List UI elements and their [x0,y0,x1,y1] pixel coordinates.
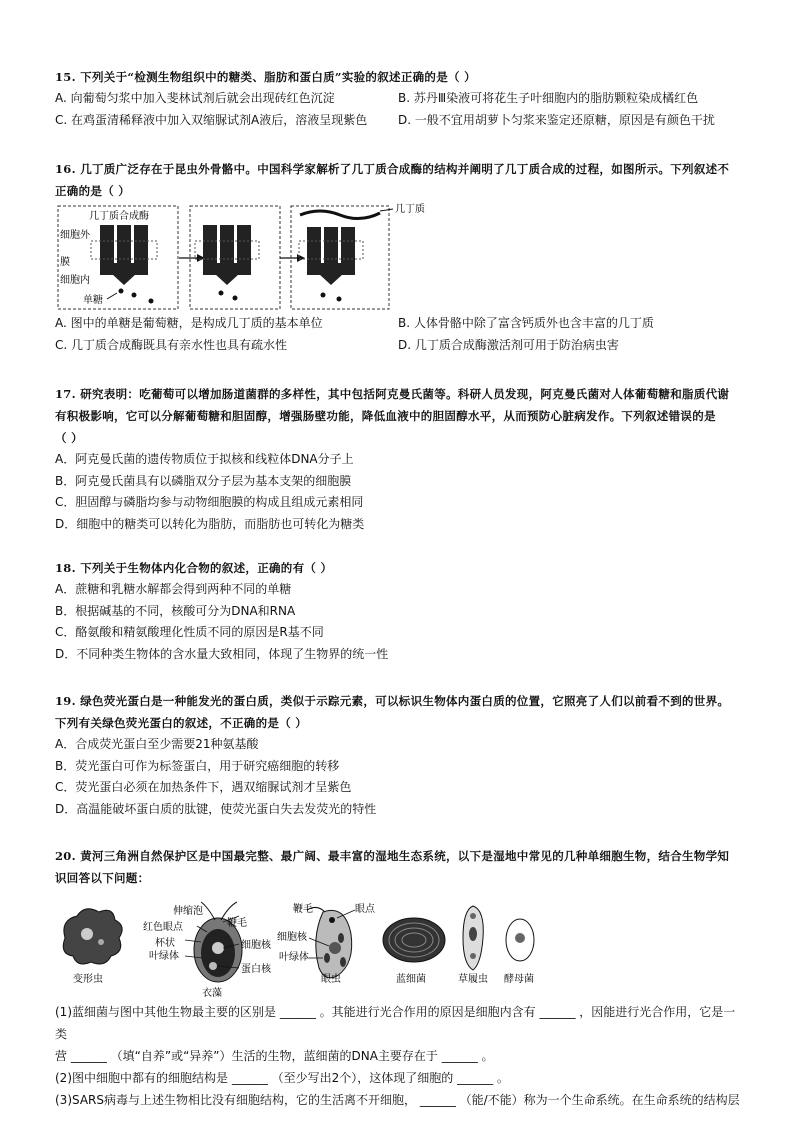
amoeba-drawing [63,909,122,964]
option-d: D. 几丁质合成酶激活剂可用于防治病虫害 [398,337,619,352]
enzyme-body-2 [195,225,259,285]
euglena-eyespot-label: 眼点 [355,904,375,915]
option-c: C．酪氨酸和精氨酸理化性质不同的原因是R基不同 [55,625,324,639]
subquestion-1-line1: (1)蓝细菌与图中其他生物最主要的区别是 ______ 。其能进行光合作用的原因是细胞内含有 ______ ，因能进行光合作用，它是一类 [55,1005,736,1041]
subquestion-1-line2: 营 ______ （填“自养”或“异养”）生活的生物，蓝细菌的DNA主要存在于 ______ 。 [55,1049,494,1063]
amoeba-label: 变形虫 [73,974,103,985]
question-18 [55,557,745,665]
question-16-stem-line2: 正确的是（ ） [55,184,131,198]
option-a: A．阿克曼氏菌的遗传物质位于拟核和线粒体DNA分子上 [55,452,354,466]
question-20-stem-line2: 识回答以下问题： [55,871,150,885]
option-a: A. 图中的单糖是葡萄糖，是构成几丁质的基本单位 [55,316,323,330]
euglena-nucleus-label: 细胞核 [277,932,307,943]
question-16-stem-line1: 16. 几丁质广泛存在于昆虫外骨骼中。中国科学家解析了几丁质合成酶的结构并阐明了几丁质合成的过程，如图所示。下列叙述不 [55,162,730,176]
euglena-flagellum-label: 鞭毛 [293,904,313,915]
question-15 [55,66,745,131]
option-d: D．细胞中的糖类可以转化为脂肪，而脂肪也可转化为糖类 [55,516,365,531]
options-row [55,335,745,357]
question-19-stem-line1: 19. 绿色荧光蛋白是一种能发光的蛋白质，类似于示踪元素，可以标识生物体内蛋白质的位置，它照亮了人们以前看不到的世界。 [55,694,730,708]
euglena-drawing [307,907,355,977]
panel-3-frame [291,206,389,309]
pyrenoid-label: 蛋白核 [241,964,271,975]
paramecium-label: 草履虫 [458,974,488,985]
question-17-stem-line2: 有积极影响，它可以分解葡萄糖和胆固醇，增强肠壁功能，降低血液中的胆固醇水平，从而预防心脏病发作。下列叙述错误的是 [55,409,716,423]
option-b: B. 人体骨骼中除了富含钙质外也含丰富的几丁质 [398,316,654,330]
cyanobacteria-label: 蓝细菌 [396,974,426,985]
option-b: B．荧光蛋白可作为标签蛋白，用于研究癌细胞的转移 [55,758,340,773]
flagellum-label: 鞭毛 [227,918,247,929]
question-19 [55,690,745,820]
yeast-drawing [506,919,534,961]
chlamydomonas-label: 衣藻 [202,988,222,999]
option-a: A．蔗糖和乳糖水解都会得到两种不同的单糖 [55,582,292,596]
paramecium-drawing [463,906,483,970]
cup-label: 杯状 [155,938,175,949]
enzyme-body-3 [299,227,363,285]
question-17-stem-line3: （ ） [55,431,83,445]
question-17 [55,383,745,535]
options-row [55,313,745,335]
outside-label: 细胞外 [60,230,90,241]
inside-label: 细胞内 [60,275,90,286]
question-20-subquestions [55,1001,745,1111]
cyanobacteria-drawing [383,918,445,962]
option-c: C. 几丁质合成酶既具有亲水性也具有疏水性 [55,337,288,352]
question-17-stem-line1: 17. 研究表明：吃葡萄可以增加肠道菌群的多样性，其中包括阿克曼氏菌等。科研人员发现，阿克曼氏菌对人体葡萄糖和脂质代谢 [55,387,730,401]
question-18-stem: 18. 下列关于生物体内化合物的叙述，正确的有（ ） [55,561,333,575]
question-15-stem: 15. 下列关于“检测生物组织中的糖类、脂肪和蛋白质”实验的叙述正确的是（ ） [55,70,476,84]
option-d: D．不同种类生物体的含水量大致相同，体现了生物界的统一性 [55,646,389,661]
option-b: B．根据碱基的不同，核酸可分为DNA和RNA [55,603,296,618]
chitin-synthase-figure [55,203,455,311]
yeast-label: 酵母菌 [504,974,534,985]
enzyme-body-1 [91,225,157,285]
membrane-mid-label: 膜 [60,257,70,268]
option-d: D．高温能破坏蛋白质的肽键，使荧光蛋白失去发荧光的特性 [55,801,377,816]
option-c: C．荧光蛋白必须在加热条件下，遇双缩脲试剂才呈紫色 [55,780,352,794]
single-cell-organisms-figure [55,898,555,1000]
enzyme-label: 几丁质合成酶 [89,211,149,222]
option-d: D. 一般不宜用胡萝卜匀浆来鉴定还原糖，原因是有颜色干扰 [398,112,715,127]
eyespot-label: 红色眼点 [143,922,183,933]
chloroplast-label: 叶绿体 [149,951,179,962]
option-a: A．合成荧光蛋白至少需要21种氨基酸 [55,737,259,751]
question-16 [55,158,745,202]
option-b: B. 苏丹Ⅲ染液可将花生子叶细胞内的脂肪颗粒染成橘红色 [398,91,699,105]
chitin-strand [300,211,380,219]
subquestion-2: (2)图中细胞中都有的细胞结构是 ______ （至少写出2个），这体现了细胞的 ______ 。 [55,1071,509,1085]
options-row [55,110,745,132]
chitin-label: 几丁质 [395,204,425,215]
euglena-chloroplast-label: 叶绿体 [279,952,309,963]
question-16-options [55,313,745,356]
monomer-label: 单糖 [83,295,103,306]
contractile-vacuole-label: 伸缩泡 [173,906,203,917]
question-20 [55,845,745,889]
option-c: C. 在鸡蛋清稀释液中加入双缩脲试剂A液后，溶液呈现紫色 [55,112,368,127]
option-a: A. 向葡萄匀浆中加入斐林试剂后就会出现砖红色沉淀 [55,91,335,105]
question-20-stem-line1: 20. 黄河三角洲自然保护区是中国最完整、最广阔、最丰富的湿地生态系统，以下是湿地中常见的几种单细胞生物，结合生物学知 [55,849,730,863]
subquestion-3: (3)SARS病毒与上述生物相比没有细胞结构，它的生活离不开细胞， ______ （能/不能）称为一个生命系统。在生命系统的结构层 [55,1093,740,1107]
euglena-label: 眼虫 [321,974,341,985]
option-b: B．阿克曼氏菌具有以磷脂双分子层为基本支架的细胞膜 [55,473,352,488]
nucleus-label: 细胞核 [241,940,271,951]
option-c: C．胆固醇与磷脂均参与动物细胞膜的构成且组成元素相同 [55,495,364,509]
options-row [55,88,745,110]
question-19-stem-line2: 下列有关绿色荧光蛋白的叙述，不正确的是（ ） [55,716,308,730]
